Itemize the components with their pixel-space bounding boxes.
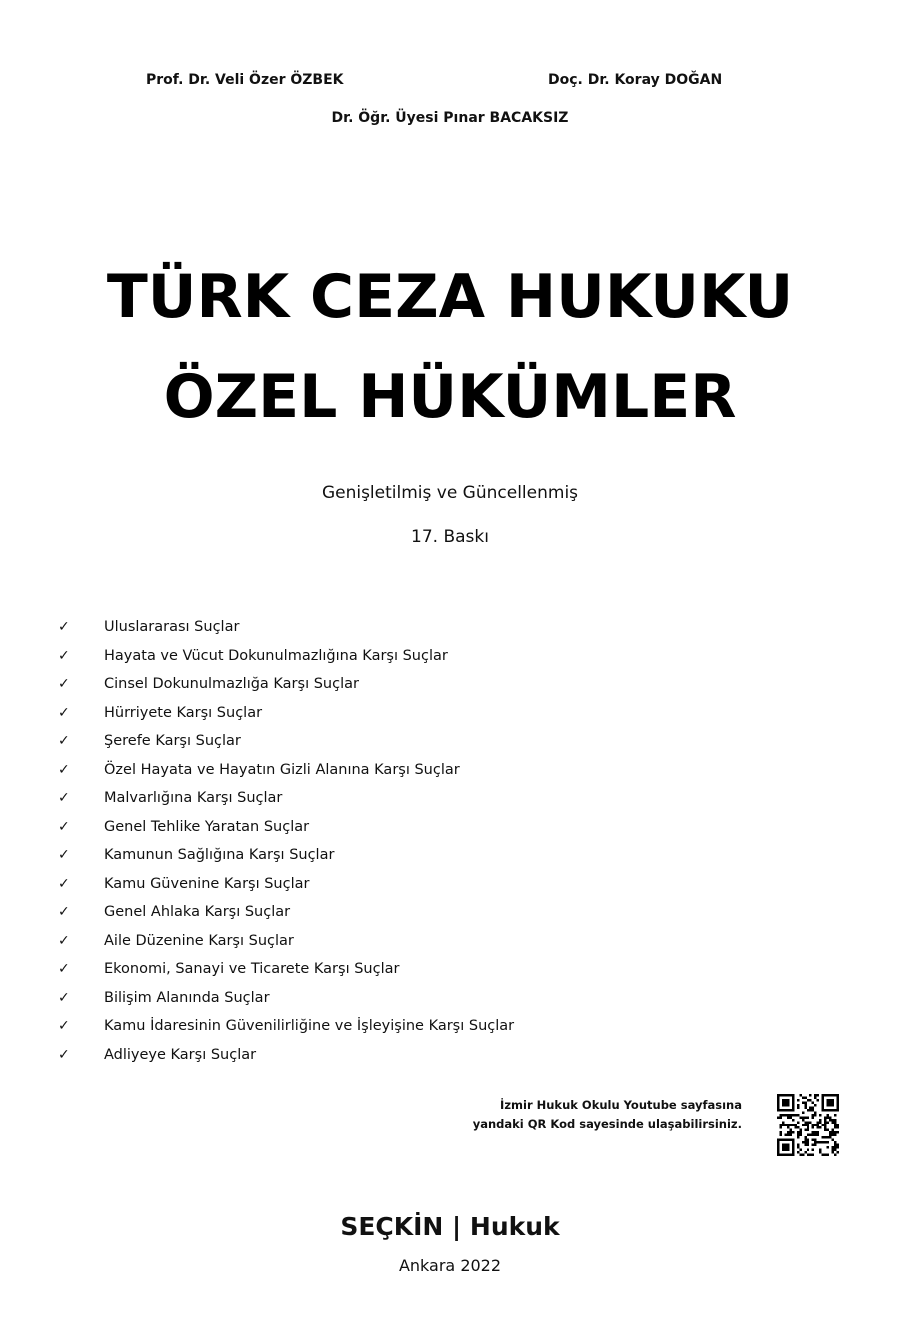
topic-list-item — [58, 613, 514, 642]
topic-text: Ekonomi, Sanayi ve Ticarete Karşı Suçlar — [104, 961, 400, 978]
qr-module — [789, 1129, 791, 1131]
topic-list-item — [58, 841, 514, 870]
qr-module — [787, 1131, 789, 1133]
qr-module — [789, 1124, 791, 1126]
qr-module — [829, 1116, 831, 1118]
qr-module — [807, 1154, 809, 1156]
qr-module — [837, 1124, 839, 1126]
qr-module — [834, 1146, 836, 1148]
qr-module — [812, 1116, 814, 1118]
topic-list-item — [58, 784, 514, 813]
qr-module — [787, 1124, 789, 1126]
qr-module — [837, 1151, 839, 1153]
qr-module — [814, 1124, 816, 1126]
qr-module — [797, 1114, 799, 1116]
qr-module — [802, 1124, 804, 1126]
qr-module — [827, 1099, 834, 1106]
qr-module — [792, 1119, 794, 1121]
qr-module — [817, 1126, 819, 1128]
qr-module — [797, 1099, 799, 1101]
qr-module — [782, 1144, 789, 1151]
checkmark-icon: ✓ — [58, 818, 70, 835]
qr-module — [807, 1149, 809, 1151]
checkmark-icon: ✓ — [58, 704, 70, 721]
qr-module — [814, 1144, 816, 1146]
topic-text: Kamunun Sağlığına Karşı Suçlar — [104, 847, 335, 864]
qr-module — [817, 1131, 819, 1133]
qr-module — [807, 1109, 809, 1111]
qr-module — [784, 1114, 786, 1116]
qr-module — [822, 1124, 824, 1126]
qr-module — [804, 1106, 806, 1108]
qr-module — [802, 1111, 804, 1113]
topic-list — [58, 613, 514, 1069]
qr-module — [807, 1134, 809, 1136]
qr-module — [812, 1131, 814, 1133]
qr-module — [809, 1109, 811, 1111]
qr-module — [782, 1114, 784, 1116]
qr-module — [834, 1144, 836, 1146]
qr-module — [797, 1106, 799, 1108]
qr-module — [812, 1124, 814, 1126]
qr-module — [797, 1104, 799, 1106]
qr-module — [829, 1134, 831, 1136]
topic-list-item — [58, 756, 514, 785]
qr-module — [787, 1126, 789, 1128]
qr-module — [799, 1094, 801, 1096]
qr-module — [819, 1119, 821, 1121]
qr-module — [799, 1134, 801, 1136]
topic-list-item — [58, 670, 514, 699]
book-title-line-1: TÜRK CEZA HUKUKU — [106, 262, 794, 332]
qr-module — [832, 1151, 834, 1153]
topic-text: Kamu Güvenine Karşı Suçlar — [104, 875, 310, 892]
qr-module — [794, 1114, 796, 1116]
topic-list-item — [58, 813, 514, 842]
qr-note — [402, 1096, 742, 1134]
qr-module — [817, 1141, 819, 1143]
qr-module — [804, 1096, 806, 1098]
qr-module — [809, 1121, 811, 1123]
qr-module — [834, 1131, 836, 1133]
qr-module — [817, 1134, 819, 1136]
qr-module — [779, 1124, 781, 1126]
qr-module — [804, 1121, 806, 1123]
topic-list-item — [58, 898, 514, 927]
qr-module — [817, 1124, 819, 1126]
qr-module — [812, 1154, 814, 1156]
qr-module — [809, 1099, 811, 1101]
qr-module — [802, 1116, 804, 1118]
qr-module — [837, 1146, 839, 1148]
qr-module — [832, 1121, 834, 1123]
qr-module — [824, 1121, 826, 1123]
qr-module — [834, 1121, 836, 1123]
qr-module — [797, 1151, 799, 1153]
book-title-line-2: ÖZEL HÜKÜMLER — [163, 362, 737, 432]
qr-module — [799, 1116, 801, 1118]
qr-module — [834, 1126, 836, 1128]
qr-module — [797, 1134, 799, 1136]
topic-list-item — [58, 984, 514, 1013]
qr-module — [779, 1134, 781, 1136]
qr-module — [807, 1141, 809, 1143]
qr-module — [804, 1129, 806, 1131]
checkmark-icon: ✓ — [58, 733, 70, 750]
author-name-1: Prof. Dr. Veli Özer ÖZBEK — [146, 72, 344, 88]
topic-text: Aile Düzenine Karşı Suçlar — [104, 932, 294, 949]
checkmark-icon: ✓ — [58, 1018, 70, 1035]
topic-text: Hayata ve Vücut Dokunulmazlığına Karşı Suçlar — [104, 647, 448, 664]
topic-list-item — [58, 870, 514, 899]
topic-list-item — [58, 955, 514, 984]
topic-text: Cinsel Dokunulmazlığa Karşı Suçlar — [104, 676, 359, 693]
qr-module — [792, 1131, 794, 1133]
qr-module — [807, 1139, 809, 1141]
qr-module — [822, 1136, 824, 1138]
qr-module — [812, 1106, 814, 1108]
qr-module — [822, 1141, 824, 1143]
qr-module — [782, 1124, 784, 1126]
qr-module — [807, 1126, 809, 1128]
qr-module — [824, 1124, 826, 1126]
qr-module — [804, 1104, 806, 1106]
topic-text: Kamu İdaresinin Güvenilirliğine ve İşleyişine Karşı Suçlar — [104, 1018, 515, 1035]
qr-module — [787, 1134, 789, 1136]
qr-module — [804, 1144, 806, 1146]
qr-module — [802, 1154, 804, 1156]
qr-module — [812, 1114, 814, 1116]
qr-module — [804, 1116, 806, 1118]
checkmark-icon: ✓ — [58, 761, 70, 778]
qr-module — [834, 1114, 836, 1116]
qr-module — [789, 1116, 791, 1118]
checkmark-icon: ✓ — [58, 790, 70, 807]
qr-module — [827, 1121, 829, 1123]
qr-note-line-1: İzmir Hukuk Okulu Youtube sayfasına — [500, 1098, 742, 1112]
checkmark-icon: ✓ — [58, 932, 70, 949]
qr-module — [787, 1114, 789, 1116]
qr-module — [834, 1134, 836, 1136]
qr-module — [794, 1126, 796, 1128]
qr-module — [779, 1114, 781, 1116]
qr-module — [789, 1131, 791, 1133]
qr-module — [819, 1114, 821, 1116]
qr-module — [802, 1141, 804, 1143]
topic-list-item — [58, 642, 514, 671]
qr-module — [817, 1099, 819, 1101]
checkmark-icon: ✓ — [58, 904, 70, 921]
qr-module — [814, 1134, 816, 1136]
qr-module — [802, 1119, 804, 1121]
qr-module — [812, 1134, 814, 1136]
qr-module — [807, 1144, 809, 1146]
qr-module — [827, 1114, 829, 1116]
qr-module — [804, 1136, 806, 1138]
qr-module — [797, 1121, 799, 1123]
topic-list-item — [58, 1012, 514, 1041]
qr-module — [797, 1131, 799, 1133]
topic-text: Genel Ahlaka Karşı Suçlar — [104, 904, 291, 921]
qr-module — [789, 1114, 791, 1116]
qr-module — [807, 1121, 809, 1123]
qr-note-line-2: yandaki QR Kod sayesinde ulaşabilirsiniz. — [472, 1117, 742, 1131]
qr-module — [817, 1121, 819, 1123]
qr-module — [819, 1141, 821, 1143]
topic-list-item — [58, 727, 514, 756]
qr-module — [834, 1141, 836, 1143]
qr-module — [827, 1129, 829, 1131]
qr-module — [832, 1129, 834, 1131]
qr-module — [819, 1149, 821, 1151]
qr-module — [832, 1131, 834, 1133]
qr-module — [814, 1094, 816, 1096]
qr-module — [814, 1141, 816, 1143]
topic-list-item — [58, 927, 514, 956]
qr-module — [812, 1109, 814, 1111]
qr-module — [779, 1116, 781, 1118]
topic-list-item — [58, 699, 514, 728]
qr-module — [824, 1141, 826, 1143]
qr-module — [824, 1116, 826, 1118]
qr-module — [829, 1131, 831, 1133]
qr-module — [807, 1099, 809, 1101]
topic-text: Adliyeye Karşı Suçlar — [104, 1046, 257, 1063]
qr-module — [799, 1149, 801, 1151]
qr-module — [824, 1129, 826, 1131]
checkmark-icon: ✓ — [58, 875, 70, 892]
qr-module — [829, 1119, 831, 1121]
qr-module — [809, 1094, 811, 1096]
qr-module — [777, 1116, 779, 1118]
qr-module — [784, 1134, 786, 1136]
topic-text: Hürriyete Karşı Suçlar — [104, 704, 263, 721]
qr-module — [779, 1131, 781, 1133]
qr-module — [822, 1154, 824, 1156]
qr-module — [834, 1124, 836, 1126]
topic-text: Özel Hayata ve Hayatın Gizli Alanına Karşı Suçlar — [104, 761, 460, 778]
qr-module — [804, 1151, 806, 1153]
qr-module — [827, 1154, 829, 1156]
qr-module — [832, 1119, 834, 1121]
qr-module — [809, 1106, 811, 1108]
checkmark-icon: ✓ — [58, 989, 70, 1006]
qr-module — [794, 1124, 796, 1126]
qr-module — [792, 1124, 794, 1126]
qr-module — [809, 1154, 811, 1156]
qr-module — [792, 1114, 794, 1116]
qr-module — [837, 1131, 839, 1133]
qr-module — [804, 1141, 806, 1143]
qr-module — [784, 1124, 786, 1126]
qr-module — [797, 1144, 799, 1146]
qr-module — [824, 1154, 826, 1156]
qr-module — [824, 1136, 826, 1138]
city-year: Ankara 2022 — [398, 1256, 502, 1275]
qr-module — [832, 1134, 834, 1136]
qr-module — [804, 1101, 806, 1103]
qr-module — [812, 1149, 814, 1151]
checkmark-icon: ✓ — [58, 961, 70, 978]
qr-module — [802, 1101, 804, 1103]
qr-module — [782, 1121, 784, 1123]
qr-module — [799, 1154, 801, 1156]
checkmark-icon: ✓ — [58, 676, 70, 693]
qr-module — [814, 1114, 816, 1116]
qr-module — [802, 1096, 804, 1098]
topic-text: Şerefe Karşı Suçlar — [104, 733, 241, 750]
checkmark-icon: ✓ — [58, 647, 70, 664]
qr-module — [824, 1126, 826, 1128]
topic-list-item — [58, 1041, 514, 1070]
qr-module — [837, 1144, 839, 1146]
checkmark-icon: ✓ — [58, 619, 70, 636]
checkmark-icon: ✓ — [58, 1046, 70, 1063]
qr-module — [827, 1141, 829, 1143]
qr-module — [834, 1154, 836, 1156]
qr-module — [817, 1094, 819, 1096]
qr-module — [819, 1121, 821, 1123]
qr-module — [797, 1126, 799, 1128]
qr-module — [782, 1099, 789, 1106]
qr-module — [789, 1134, 791, 1136]
qr-module — [832, 1149, 834, 1151]
author-name-2: Doç. Dr. Koray DOĞAN — [548, 72, 723, 88]
qr-module — [807, 1124, 809, 1126]
qr-module — [837, 1126, 839, 1128]
qr-module — [807, 1129, 809, 1131]
topic-text: Bilişim Alanında Suçlar — [104, 989, 270, 1006]
qr-module — [807, 1116, 809, 1118]
qr-module — [779, 1126, 781, 1128]
qr-module — [819, 1151, 821, 1153]
qr-module — [827, 1146, 829, 1148]
qr-module — [827, 1116, 829, 1118]
qr-module — [804, 1124, 806, 1126]
topic-text: Genel Tehlike Yaratan Suçlar — [104, 818, 310, 835]
topic-text: Uluslararası Suçlar — [104, 619, 240, 636]
qr-module — [834, 1149, 836, 1151]
qr-module — [812, 1144, 814, 1146]
qr-module — [814, 1111, 816, 1113]
qr-module — [797, 1146, 799, 1148]
qr-module — [809, 1134, 811, 1136]
subtitle: Genişletilmiş ve Güncellenmiş — [321, 483, 579, 503]
qr-module — [812, 1101, 814, 1103]
qr-module — [819, 1126, 821, 1128]
qr-code-icon[interactable] — [777, 1094, 839, 1156]
checkmark-icon: ✓ — [58, 847, 70, 864]
qr-module — [814, 1139, 816, 1141]
qr-module — [797, 1136, 799, 1138]
topic-text: Malvarlığına Karşı Suçlar — [104, 790, 283, 807]
qr-module — [814, 1131, 816, 1133]
qr-module — [812, 1126, 814, 1128]
qr-module — [814, 1096, 816, 1098]
qr-module — [799, 1131, 801, 1133]
qr-module — [804, 1139, 806, 1141]
publisher-logo: SEÇKİN | Hukuk — [340, 1212, 560, 1241]
qr-module — [827, 1136, 829, 1138]
qr-module — [812, 1139, 814, 1141]
qr-module — [829, 1136, 831, 1138]
author-name-3: Dr. Öğr. Üyesi Pınar BACAKSIZ — [331, 110, 569, 126]
qr-module — [824, 1119, 826, 1121]
qr-module — [799, 1129, 801, 1131]
qr-module — [834, 1119, 836, 1121]
qr-module — [832, 1139, 834, 1141]
qr-module — [832, 1146, 834, 1148]
qr-module — [814, 1104, 816, 1106]
qr-module — [787, 1116, 789, 1118]
edition-label: 17. Baskı — [411, 527, 489, 547]
